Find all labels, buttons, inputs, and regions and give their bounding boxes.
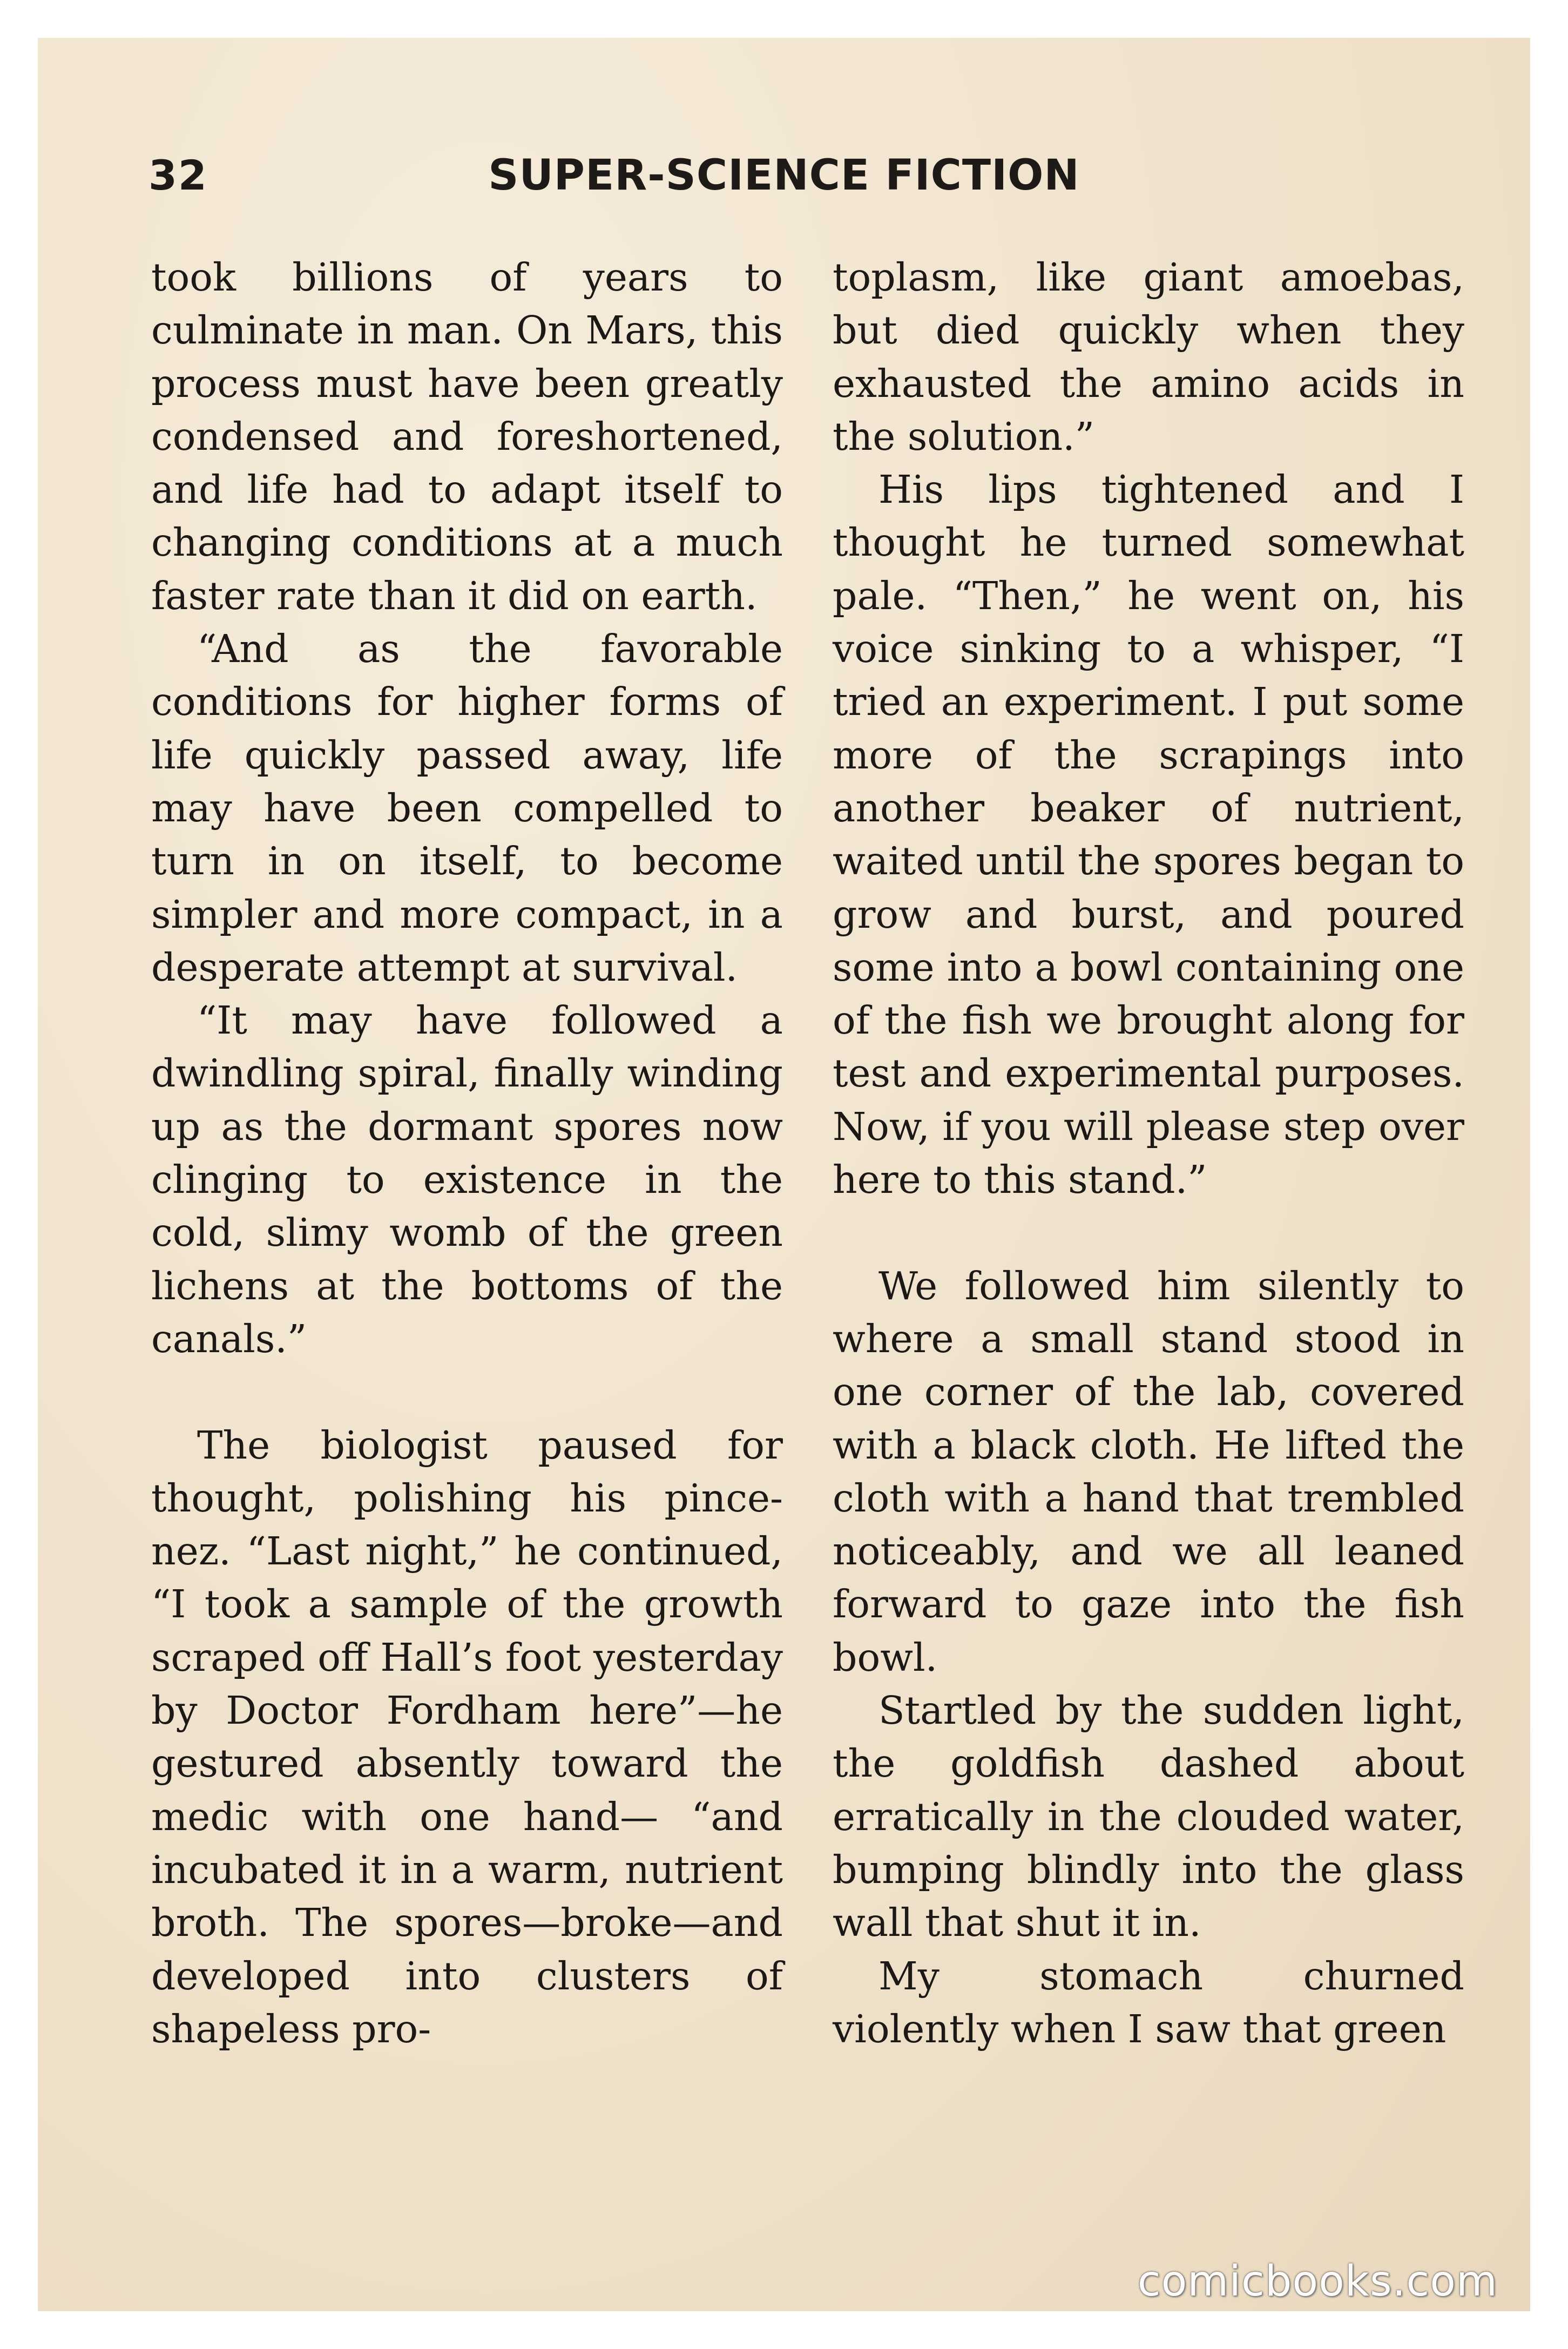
- left-column: [151, 251, 783, 2056]
- running-title: SUPER-SCIENCE FICTION: [488, 151, 1080, 200]
- section-break: [833, 1206, 1464, 1259]
- right-paragraph-1: toplasm, like giant amoebas, but died quickly when they exhausted the amino acids in the solution.”: [833, 255, 1464, 459]
- left-paragraph-2: “And as the favorable conditions for higher forms of life quickly passed away, life may have been compelled to turn in on itself, to become simpler and more compact, in a desperate attempt at survival.: [151, 626, 783, 990]
- page-number: 32: [148, 151, 208, 199]
- right-column: [833, 251, 1464, 2056]
- right-paragraph-4: Startled by the sudden light, the goldfish dashed about erratically in the clouded water, bumping blindly into the glass wall that shut it in.: [833, 1688, 1464, 1946]
- left-paragraph-1: took billions of years to culminate in man. On Mars, this process must have been greatly condensed and foreshortened, and life had to adapt itself to changing conditions at a much faster rate than it did on earth.: [151, 255, 783, 618]
- right-paragraph-5: My stomach churned violently when I saw that green: [833, 1953, 1464, 2051]
- book-page: [38, 38, 1530, 2311]
- site-watermark: comicbooks.com: [1137, 2257, 1498, 2306]
- right-paragraph-2: His lips tightened and I thought he turned somewhat pale. “Then,” he went on, his voice sinking to a whisper, “I tried an experiment. I put some more of the scrapings into another beaker of nutrient, waited until the spores began to grow and burst, and poured some into a bowl containing one of the fish we brought along for test and experimental purposes. Now, if you will please step over here to this stand.”: [833, 467, 1464, 1203]
- page-header: [38, 151, 1530, 216]
- left-paragraph-4: The biologist paused for thought, polishing his pince-nez. “Last night,” he continued, “I took a sample of the growth scraped off Hall’s foot yesterday by Doctor Fordham here”—he gestured absently toward the medic with one hand— “and incubated it in a warm, nutrient broth. The spores—broke—and developed into clusters of shapeless pro-: [151, 1422, 783, 2051]
- left-paragraph-3: “It may have followed a dwindling spiral, finally winding up as the dormant spores now clinging to existence in the cold, slimy womb of the green lichens at the bottoms of the canals.”: [151, 998, 783, 1361]
- right-paragraph-3: We followed him silently to where a small stand stood in one corner of the lab, covered with a black cloth. He lifted the cloth with a hand that trembled noticeably, and we all leaned forward to gaze into the fish bowl.: [833, 1263, 1464, 1680]
- section-break: [151, 1366, 783, 1419]
